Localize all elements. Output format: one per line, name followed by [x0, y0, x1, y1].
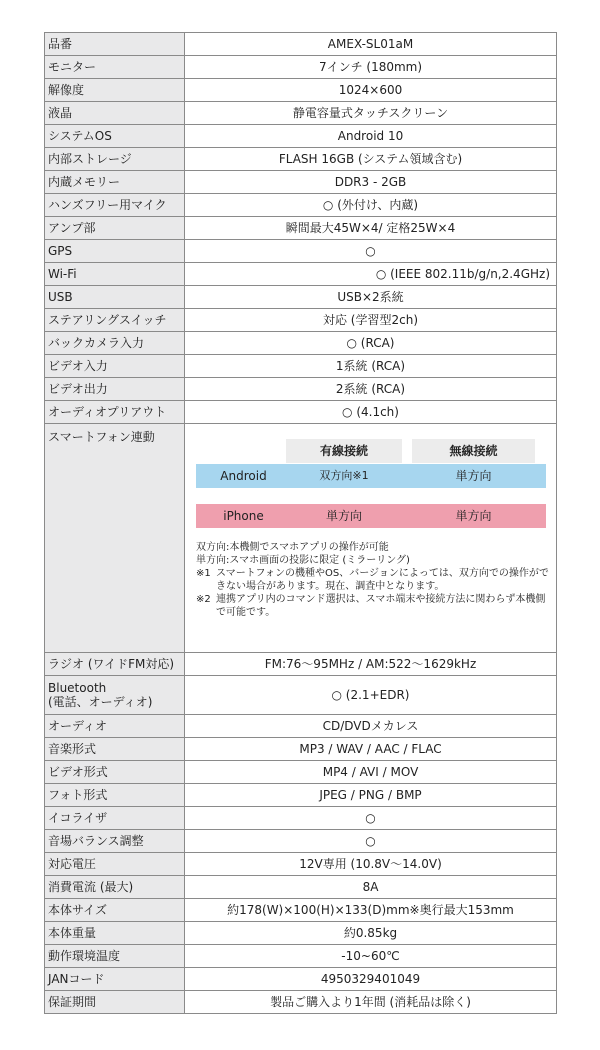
spec-label: ビデオ形式 [45, 761, 185, 784]
spec-value: USB×2系統 [185, 286, 557, 309]
spec-row [45, 240, 557, 263]
spec-label: GPS [45, 240, 185, 263]
spec-value: ○ (外付け、内蔵) [185, 194, 557, 217]
spec-label: 音楽形式 [45, 738, 185, 761]
spec-label: バックカメラ入力 [45, 332, 185, 355]
spec-row [45, 332, 557, 355]
footnote-1 [196, 567, 551, 593]
spec-row [45, 171, 557, 194]
spec-label: ハンズフリー用マイク [45, 194, 185, 217]
spec-label: 本体サイズ [45, 899, 185, 922]
spec-label: 内蔵メモリー [45, 171, 185, 194]
android-wired: 双方向※1 [319, 469, 369, 482]
spec-row [45, 899, 557, 922]
spec-label: USB [45, 286, 185, 309]
spec-row [45, 79, 557, 102]
spec-value: 12V専用 (10.8V〜14.0V) [185, 853, 557, 876]
spec-value: -10~60℃ [185, 945, 557, 968]
spec-row [45, 715, 557, 738]
spec-row [45, 217, 557, 240]
spec-value: 対応 (学習型2ch) [185, 309, 557, 332]
spec-value: 2系統 (RCA) [185, 378, 557, 401]
spec-value: 7インチ (180mm) [185, 56, 557, 79]
note-unidirectional: 単方向:スマホ画面の投影に限定 (ミラーリング) [196, 555, 410, 566]
spec-row [45, 784, 557, 807]
spec-value: 製品ご購入より1年間 (消耗品は除く) [185, 991, 557, 1014]
iphone-wired: 単方向 [325, 509, 362, 523]
android-band [196, 464, 546, 488]
spec-value: 約0.85kg [185, 922, 557, 945]
spec-label: ステアリングスイッチ [45, 309, 185, 332]
spec-row [45, 830, 557, 853]
spec-label: 保証期間 [45, 991, 185, 1014]
spec-row [45, 807, 557, 830]
spec-value: ○ [185, 240, 557, 263]
spec-value: JPEG / PNG / BMP [185, 784, 557, 807]
footnote-text: 連携アプリ内のコマンド選択は、スマホ端末や接続方法に関わらず本機側で可能です。 [216, 594, 546, 618]
spec-label: Wi-Fi [45, 263, 185, 286]
spec-row [45, 125, 557, 148]
spec-value: ○ (2.1+EDR) [185, 676, 557, 715]
spec-row [45, 263, 557, 286]
spec-row [45, 761, 557, 784]
smartphone-diagram [185, 424, 556, 652]
spec-label: 消費電流 (最大) [45, 876, 185, 899]
spec-value: 約178(W)×100(H)×133(D)mm※奥行最大153mm [185, 899, 557, 922]
spec-sheet [44, 32, 557, 1014]
spec-row [45, 194, 557, 217]
smartphone-notes [196, 541, 551, 619]
spec-value: AMEX-SL01aM [185, 33, 557, 56]
spec-row [45, 876, 557, 899]
header-wireless: 無線接続 [412, 439, 535, 463]
spec-value: MP3 / WAV / AAC / FLAC [185, 738, 557, 761]
spec-row [45, 991, 557, 1014]
spec-label: ビデオ入力 [45, 355, 185, 378]
spec-row [45, 968, 557, 991]
spec-row [45, 309, 557, 332]
spec-label: 内部ストレージ [45, 148, 185, 171]
spec-row-smartphone [45, 424, 557, 653]
spec-value: DDR3 - 2GB [185, 171, 557, 194]
spec-label: システムOS [45, 125, 185, 148]
spec-label: 音場バランス調整 [45, 830, 185, 853]
spec-value: MP4 / AVI / MOV [185, 761, 557, 784]
spec-label: JANコード [45, 968, 185, 991]
spec-value: 8A [185, 876, 557, 899]
spec-value: CD/DVDメカレス [185, 715, 557, 738]
bluetooth-label-line2: (電話、オーディオ) [48, 695, 153, 709]
note-bidirectional: 双方向:本機側でスマホアプリの操作が可能 [196, 542, 389, 553]
spec-row [45, 378, 557, 401]
spec-label: オーディオプリアウト [45, 401, 185, 424]
spec-row [45, 102, 557, 125]
iphone-band [196, 504, 546, 528]
spec-label: 対応電圧 [45, 853, 185, 876]
spec-label: 品番 [45, 33, 185, 56]
spec-label: 本体重量 [45, 922, 185, 945]
spec-row [45, 33, 557, 56]
spec-row [45, 286, 557, 309]
spec-value: 1系統 (RCA) [185, 355, 557, 378]
spec-label: フォト形式 [45, 784, 185, 807]
spec-table [44, 32, 557, 1014]
spec-label: ビデオ出力 [45, 378, 185, 401]
spec-label: オーディオ [45, 715, 185, 738]
spec-row [45, 738, 557, 761]
android-name: Android [220, 469, 267, 483]
spec-row [45, 401, 557, 424]
smartphone-cell [185, 424, 557, 653]
spec-row [45, 148, 557, 171]
iphone-name: iPhone [223, 509, 264, 523]
spec-label: 液晶 [45, 102, 185, 125]
spec-value: ○ [185, 830, 557, 853]
spec-label: 動作環境温度 [45, 945, 185, 968]
bluetooth-label-line1: Bluetooth [48, 681, 107, 695]
spec-label: 解像度 [45, 79, 185, 102]
spec-row [45, 945, 557, 968]
spec-value: 静電容量式タッチスクリーン [185, 102, 557, 125]
spec-label [45, 676, 185, 715]
spec-row [45, 355, 557, 378]
spec-value: ○ (RCA) [185, 332, 557, 355]
spec-value: ○ (4.1ch) [185, 401, 557, 424]
spec-value: 瞬間最大45W×4/ 定格25W×4 [185, 217, 557, 240]
spec-row [45, 56, 557, 79]
spec-value: 4950329401049 [185, 968, 557, 991]
footnote-mark: ※2 [196, 594, 211, 605]
spec-value: FLASH 16GB (システム領域含む) [185, 148, 557, 171]
spec-label: アンプ部 [45, 217, 185, 240]
spec-value: ○ (IEEE 802.11b/g/n,2.4GHz) [185, 263, 557, 286]
footnote-mark: ※1 [196, 568, 211, 579]
spec-value: ○ [185, 807, 557, 830]
spec-value: Android 10 [185, 125, 557, 148]
spec-row [45, 922, 557, 945]
footnote-text: スマートフォンの機種やOS、バージョンによっては、双方向での操作ができない場合があります。現在、調査中となります。 [216, 568, 549, 592]
spec-label: ラジオ (ワイドFM対応) [45, 653, 185, 676]
spec-value: FM:76〜95MHz / AM:522〜1629kHz [185, 653, 557, 676]
spec-row [45, 853, 557, 876]
spec-label: イコライザ [45, 807, 185, 830]
android-wireless: 単方向 [455, 469, 492, 483]
spec-value: 1024×600 [185, 79, 557, 102]
spec-row-radio [45, 653, 557, 676]
footnote-2 [196, 593, 551, 619]
spec-label: スマートフォン連動 [45, 424, 185, 653]
iphone-wireless: 単方向 [455, 509, 492, 523]
header-wired: 有線接続 [286, 439, 402, 463]
spec-row-bluetooth [45, 676, 557, 715]
spec-label: モニター [45, 56, 185, 79]
